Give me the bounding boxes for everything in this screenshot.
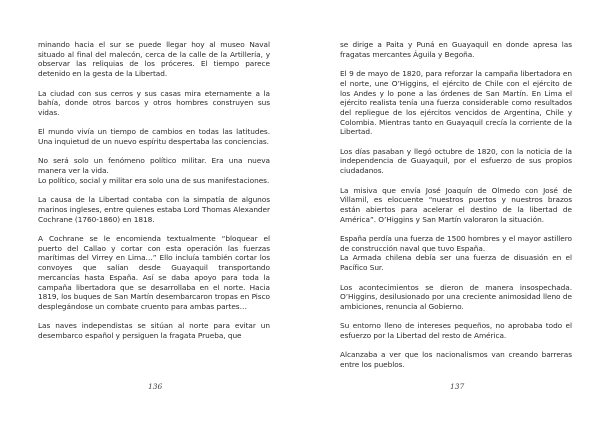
- page-number: 137: [450, 382, 465, 391]
- right-page-text: [340, 40, 572, 370]
- paragraph: Los días pasaban y llegó octubre de 1820, con la noticia de la independencia de Guayaquil, por el esfuerzo de sus propios ciudadanos.: [340, 146, 572, 176]
- paragraph: Alcanzaba a ver que los nacionalismos van creando barreras entre los pueblos.: [340, 350, 572, 370]
- paragraph: Su entorno lleno de intereses pequeños, no aprobaba todo el esfuerzo por la Libertad del resto de América.: [340, 321, 572, 340]
- paragraph: La Armada chilena debía ser una fuerza de disuasión en el Pacífico Sur.: [340, 253, 572, 273]
- paragraph: Los acontecimientos se dieron de manera insospechada. O’Higgins, desilusionado por una creciente animosidad lleno de ambiciones, renuncia al Gobierno.: [340, 282, 572, 311]
- left-page-text: [38, 40, 270, 341]
- paragraph: minando hacia el sur se puede llegar hoy al museo Naval situado al final del malecón, cerca de la calle de la Artillería, y observar las reliquias de los próceres. El tiempo parece detenido en la gesta de la Libertad.: [38, 40, 270, 79]
- right-page: [300, 0, 600, 425]
- paragraph: No será solo un fenómeno político militar. Era una nueva manera ver la vida.: [38, 156, 270, 176]
- paragraph: La ciudad con sus cerros y sus casas mira eternamente a la bahía, donde otros barcos y otros hombres construyen sus vidas.: [38, 88, 270, 117]
- paragraph: A Cochrane se le encomienda textualmente “bloquear el puerto del Callao y cortar con esta operación las fuerzas marítimas del Virrey en Lima…” Ello incluía también cortar los convoyes que salían desde Guayaquil transportando mercancías hasta España. Así se daba apoyo para toda la campaña libertadora que se desarrollaba en el norte. Hacia 1819, los buques de San Martín desembarcaron tropas en Pisco desplegándose un combate cruento para ambas partes…: [38, 233, 270, 311]
- paragraph: El mundo vivía un tiempo de cambios en todas las latitudes. Una inquietud de un nuevo espíritu despertaba las conciencias.: [38, 127, 270, 146]
- paragraph: se dirige a Paita y Puná en Guayaquil en donde apresa las fragatas mercantes Águila y Begoña.: [340, 40, 572, 59]
- page-number: 136: [148, 382, 163, 391]
- paragraph: La causa de la Libertad contaba con la simpatía de algunos marinos ingleses, entre quienes estaba Lord Thomas Alexander Cochrane (1760-1860) en 1818.: [38, 195, 270, 224]
- paragraph: Las naves independistas se sitúan al norte para evitar un desembarco español y persiguen la fragata Prueba, que: [38, 321, 270, 340]
- paragraph: España perdía una fuerza de 1500 hombres y el mayor astillero de construcción naval que tuvo España.: [340, 234, 572, 253]
- paragraph: Lo político, social y militar era solo una de sus manifestaciones.: [38, 175, 270, 185]
- paragraph: La misiva que envía José Joaquín de Olmedo con José de Villamil, es elocuente “nuestros puertos y nuestros brazos están abiertos para acelerar el destino de la libertad de América”. O’Higgins y San Martín valoraron la situación.: [340, 185, 572, 224]
- paragraph: El 9 de mayo de 1820, para reforzar la campaña libertadora en el norte, une O’Higgins, el ejército de Chile con el ejército de los Andes y lo pone a las órdenes de San Martín. En Lima el ejército realista tenía una fuerza considerable como resultados del repliegue de los ejércitos vencidos de Argentina, Chile y Colombia. Mientras tanto en Guayaquil crecía la corriente de la Libertad.: [340, 69, 572, 137]
